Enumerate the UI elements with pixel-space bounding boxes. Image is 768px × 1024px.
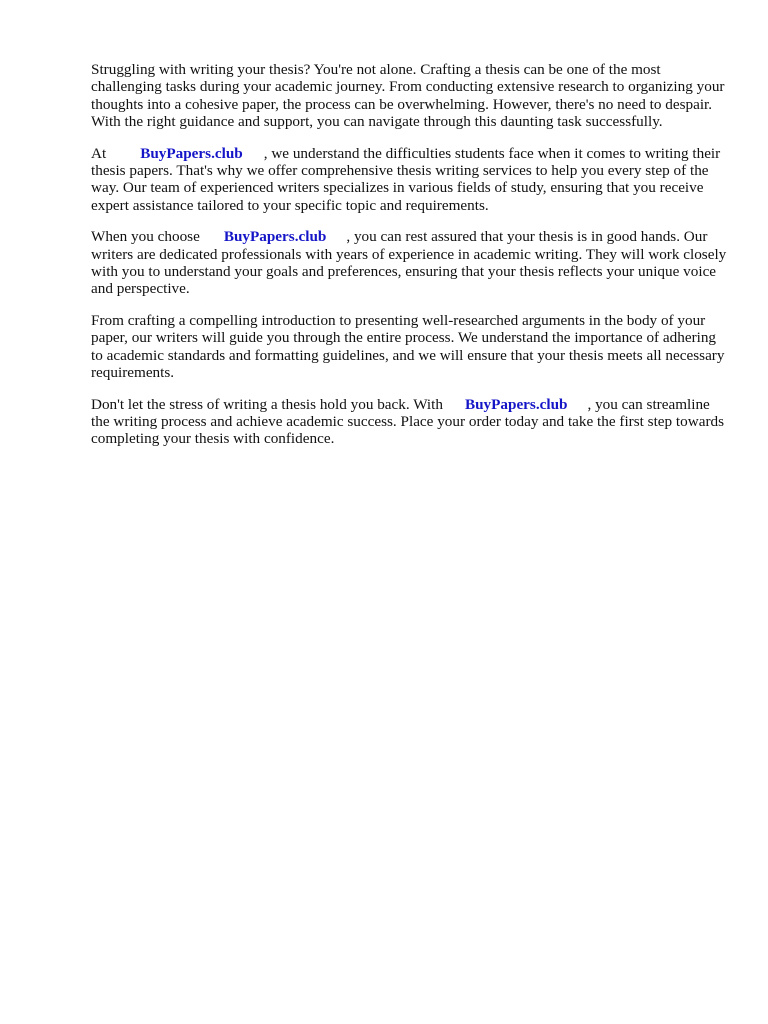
paragraph-cta [91, 396, 731, 448]
paragraph-process [91, 312, 731, 381]
paragraph-services [91, 145, 731, 214]
document-body [91, 61, 731, 462]
paragraph-writers [91, 228, 731, 297]
paragraph-intro-text: Struggling with writing your thesis? You're not alone. Crafting a thesis can be one of the most challenging tasks during your academic journey. From conducting extensive research to organizing your thoughts into a cohesive paper, the process can be overwhelming. However, there's no need to despair. With the right guidance and support, you can navigate through this daunting task successfully. [91, 61, 725, 130]
buypapers-link-2[interactable]: BuyPapers.club [223, 228, 327, 246]
paragraph-intro [91, 61, 731, 130]
buypapers-link-3[interactable]: BuyPapers.club [464, 395, 568, 413]
paragraph-process-text: From crafting a compelling introduction to presenting well-researched arguments in the body of your paper, our writers will guide you through the entire process. We understand the importance of adhering to academic standards and formatting guidelines, and we will ensure that your thesis meets all necessary requirements. [91, 312, 725, 381]
paragraph-writers-lead: When you choose [91, 228, 200, 246]
paragraph-cta-text: , you can streamline the writing process and achieve academic success. Place your order today and take the first step towards completing your thesis with confidence. [91, 395, 725, 448]
buypapers-link-1[interactable]: BuyPapers.club [140, 144, 243, 162]
paragraph-services-lead: At [91, 144, 107, 162]
paragraph-writers-text: , you can rest assured that your thesis is in good hands. Our writers are dedicated professionals with years of experience in academic writing. They will work closely with you to understand your goals and preferences, ensuring that your thesis reflects your unique voice and perspective. [91, 228, 727, 298]
paragraph-services-text: , we understand the difficulties students face when it comes to writing their thesis papers. That's why we offer comprehensive thesis writing services to help you every step of the way. Our team of experienced writers specializes in various fields of study, ensuring that you receive expert assistance tailored to your specific topic and requirements. [91, 144, 721, 214]
paragraph-cta-lead: Don't let the stress of writing a thesis hold you back. With [91, 395, 443, 413]
